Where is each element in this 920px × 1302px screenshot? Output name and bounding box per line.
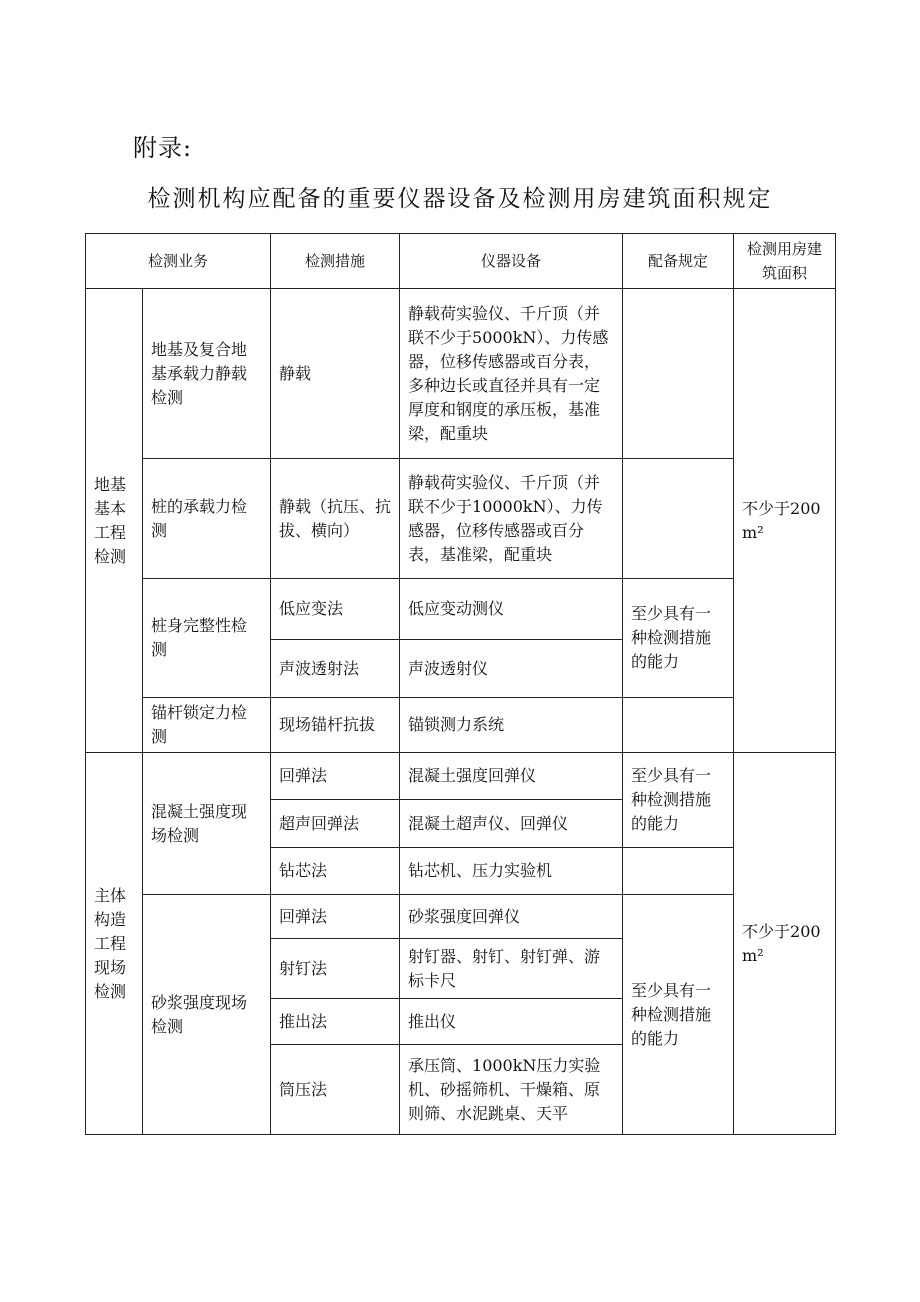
- equipment-table: [85, 233, 836, 1135]
- header-area: 检测用房建筑面积: [734, 234, 836, 289]
- measure-cell: 推出法: [271, 999, 400, 1045]
- equipment-cell: 砂浆强度回弹仪: [400, 895, 623, 939]
- item-cell: 地基及复合地基承载力静载检测: [143, 289, 271, 459]
- header-equipment: 仪器设备: [400, 234, 623, 289]
- area-cell: 不少于200m²: [734, 289, 836, 753]
- item-cell: 锚杆锁定力检测: [143, 698, 271, 753]
- table-row: [86, 753, 836, 800]
- header-requirement: 配备规定: [623, 234, 734, 289]
- equipment-cell: 静载荷实验仪、千斤顶（并联不少于10000kN）、力传感器，位移传感器或百分表，基准梁，配重块: [400, 459, 623, 579]
- equipment-cell: 静载荷实验仪、千斤顶（并联不少于5000kN）、力传感器，位移传感器或百分表，多种边长或直径并具有一定厚度和钢度的承压板，基准梁，配重块: [400, 289, 623, 459]
- measure-cell: 回弹法: [271, 895, 400, 939]
- requirement-cell: 至少具有一种检测措施的能力: [623, 753, 734, 848]
- measure-cell: 回弹法: [271, 753, 400, 800]
- requirement-cell: [623, 289, 734, 459]
- equipment-cell: 混凝土强度回弹仪: [400, 753, 623, 800]
- measure-cell: 低应变法: [271, 579, 400, 640]
- header-row: [86, 234, 836, 289]
- category-cell: 主体构造工程现场检测: [86, 753, 143, 1135]
- measure-cell: 超声回弹法: [271, 800, 400, 848]
- requirement-cell: 至少具有一种检测措施的能力: [623, 895, 734, 1135]
- category-cell: 地基基本工程检测: [86, 289, 143, 753]
- measure-cell: 射钉法: [271, 939, 400, 999]
- equipment-cell: 混凝土超声仪、回弹仪: [400, 800, 623, 848]
- item-cell: 混凝土强度现场检测: [143, 753, 271, 895]
- header-measure: 检测措施: [271, 234, 400, 289]
- document-title: 检测机构应配备的重要仪器设备及检测用房建筑面积规定: [147, 186, 773, 212]
- table-row: [86, 289, 836, 459]
- equipment-cell: 低应变动测仪: [400, 579, 623, 640]
- requirement-cell: [623, 698, 734, 753]
- item-cell: 桩的承载力检测: [143, 459, 271, 579]
- equipment-cell: 推出仪: [400, 999, 623, 1045]
- item-cell: 砂浆强度现场检测: [143, 895, 271, 1135]
- equipment-cell: 声波透射仪: [400, 640, 623, 698]
- table-row: [86, 459, 836, 579]
- measure-cell: 静载: [271, 289, 400, 459]
- table-row: [86, 698, 836, 753]
- equipment-cell: 射钉器、射钉、射钉弹、游标卡尺: [400, 939, 623, 999]
- header-business: 检测业务: [86, 234, 271, 289]
- table-row: [86, 579, 836, 640]
- measure-cell: 现场锚杆抗拔: [271, 698, 400, 753]
- appendix-label: 附录:: [133, 134, 193, 162]
- equipment-cell: 承压筒、1000kN压力实验机、砂摇筛机、干燥箱、原则筛、水泥跳桌、天平: [400, 1045, 623, 1135]
- measure-cell: 声波透射法: [271, 640, 400, 698]
- item-cell: 桩身完整性检测: [143, 579, 271, 698]
- table-row: [86, 895, 836, 939]
- equipment-cell: 钻芯机、压力实验机: [400, 848, 623, 895]
- equipment-cell: 锚锁测力系统: [400, 698, 623, 753]
- requirement-cell: 至少具有一种检测措施的能力: [623, 579, 734, 698]
- measure-cell: 筒压法: [271, 1045, 400, 1135]
- measure-cell: 钻芯法: [271, 848, 400, 895]
- requirement-cell: [623, 459, 734, 579]
- area-cell: 不少于200m²: [734, 753, 836, 1135]
- measure-cell: 静载（抗压、抗拔、横向）: [271, 459, 400, 579]
- requirement-cell: [623, 848, 734, 895]
